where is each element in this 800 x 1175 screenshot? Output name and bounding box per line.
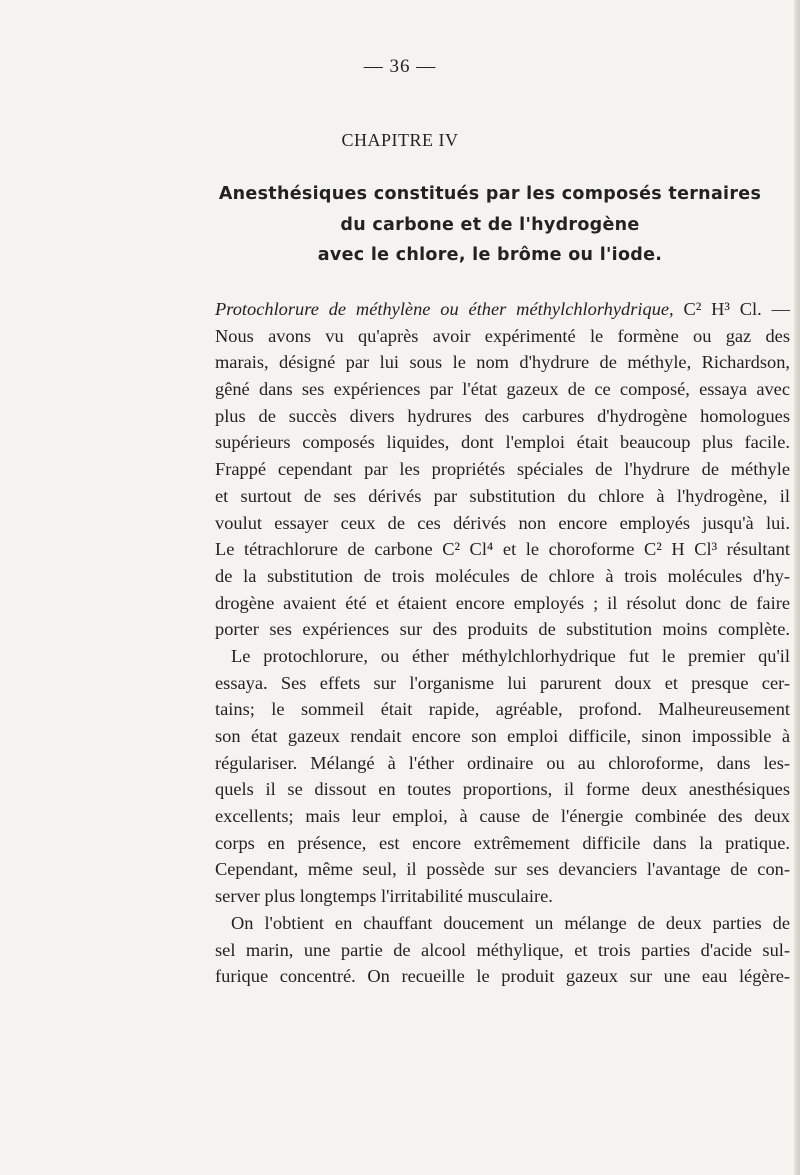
text-line: Frappé cependant par les propriétés spéciales de l'hydrure de méthyle	[215, 459, 790, 480]
chapter-title-line-2: du carbone et de l'hydrogène	[340, 215, 640, 235]
text-line: furique concentré. On recueille le produit gazeux sur une eau légère-	[215, 966, 790, 987]
text-line: Le protochlorure, ou éther méthylchlorhydrique fut le premier qu'il	[231, 645, 790, 666]
text-line: quels il se dissout en toutes proportions, il forme deux anesthésiques	[215, 779, 790, 800]
text-line	[215, 296, 790, 323]
text-line: supérieurs composés liquides, dont l'emploi était beaucoup plus facile.	[215, 432, 790, 453]
section-heading: Protochlorure de méthylène ou éther méthylchlorhydrique,	[215, 299, 674, 319]
text-line: Le tétrachlorure de carbone C² Cl⁴ et le choroforme C² H Cl³ résultant	[215, 539, 790, 560]
text-line: voulut essayer ceux de ces dérivés non encore employés jusqu'à lui.	[215, 512, 790, 533]
text-line: de la substitution de trois molécules de chlore à trois molécules d'hy-	[215, 565, 790, 586]
text-line: régulariser. Mélangé à l'éther ordinaire ou au chloroforme, dans les-	[215, 752, 790, 773]
chapter-title-line-1: Anesthésiques constitués par les composés ternaires	[218, 184, 762, 204]
text-line: essaya. Ses effets sur l'organisme lui parurent doux et presque cer-	[215, 672, 790, 693]
page-edge	[794, 0, 800, 1175]
text-line: Cependant, même seul, il possède sur ses devanciers l'avantage de con-	[215, 859, 790, 880]
text-line: corps en présence, est encore extrêmement difficile dans la pratique.	[215, 832, 790, 853]
text-line: gêné dans ses expériences par l'état gazeux de ce composé, essaya avec	[215, 379, 790, 400]
chapter-heading: CHAPITRE IV	[341, 130, 459, 150]
text-line: Nous avons vu qu'après avoir expérimenté le formène ou gaz des	[215, 325, 790, 346]
page-number: — 36 —	[363, 56, 437, 77]
text-line: son état gazeux rendait encore son emploi difficile, sinon impossible à	[215, 726, 790, 746]
text-line: porter ses expériences sur des produits de substitution moins complète.	[215, 619, 790, 640]
text-line: marais, désigné par lui sous le nom d'hydrure de méthyle, Richardson,	[215, 352, 790, 373]
text-line: et surtout de ses dérivés par substitution du chlore à l'hydrogène, il	[215, 485, 790, 506]
text-line: sel marin, une partie de alcool méthylique, et trois parties d'acide sul-	[215, 939, 790, 960]
chapter-title-line-3: avec le chlore, le brôme ou l'iode.	[317, 245, 663, 265]
text-line: tains; le sommeil était rapide, agréable, profond. Malheureusement	[215, 699, 790, 720]
text-line: excellents; mais leur emploi, à cause de l'énergie combinée des deux	[215, 806, 790, 827]
text-line: drogène avaient été et étaient encore employés ; il résolut donc de faire	[215, 592, 790, 613]
text-line: server plus longtemps l'irritabilité musculaire.	[215, 886, 553, 907]
formula: C² H³ Cl. —	[683, 299, 790, 319]
text-line: plus de succès divers hydrures des carbures d'hydrogène homologues	[215, 405, 790, 426]
text-line: On l'obtient en chauffant doucement un mélange de deux parties de	[231, 912, 790, 933]
body-text	[215, 296, 790, 990]
